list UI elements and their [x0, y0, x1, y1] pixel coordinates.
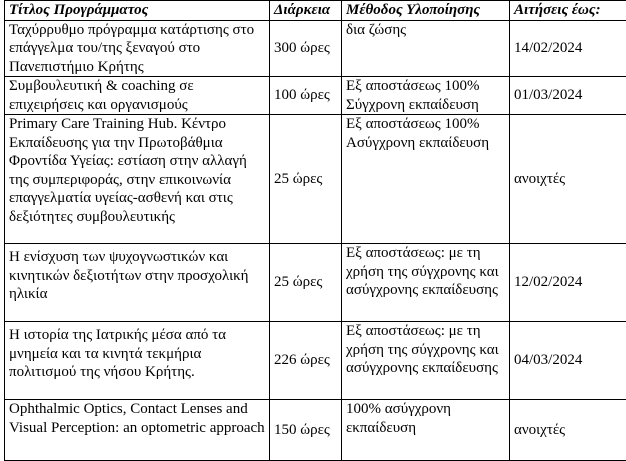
program-method: Εξ αποστάσεως 100% Ασύγχρονη εκπαίδευση — [342, 115, 510, 244]
programs-table — [4, 0, 626, 461]
header-duration: Διάρκεια — [270, 1, 342, 21]
table-header-row — [5, 1, 626, 21]
table-row — [5, 400, 626, 461]
program-deadline: 14/02/2024 — [510, 20, 626, 77]
program-method: Εξ αποστάσεως: με τη χρήση της σύγχρονης και ασύγχρονης εκπαίδευσης — [342, 244, 510, 322]
program-deadline: 12/02/2024 — [510, 244, 626, 322]
header-method: Μέθοδος Υλοποίησης — [342, 1, 510, 21]
program-duration: 226 ώρες — [270, 322, 342, 400]
program-duration: 150 ώρες — [270, 400, 342, 461]
program-deadline: ανοιχτές — [510, 115, 626, 244]
table-row — [5, 77, 626, 115]
program-method: Εξ αποστάσεως 100% Σύγχρονη εκπαίδευση — [342, 77, 510, 115]
program-title: Ophthalmic Optics, Contact Lenses and Visual Perception: an optometric approach — [5, 400, 270, 461]
program-method: Εξ αποστάσεως: με τη χρήση της σύγχρονης και ασύγχρονης εκπαίδευσης — [342, 322, 510, 400]
table-row — [5, 322, 626, 400]
program-deadline: 01/03/2024 — [510, 77, 626, 115]
program-method: 100% ασύγχρονη εκπαίδευση — [342, 400, 510, 461]
program-duration: 100 ώρες — [270, 77, 342, 115]
header-applications: Αιτήσεις έως: — [510, 1, 626, 21]
program-title: Ταχύρρυθμο πρόγραμμα κατάρτισης στο επάγγελμα του/της ξεναγού στο Πανεπιστήμιο Κρήτης — [5, 20, 270, 77]
program-duration: 25 ώρες — [270, 115, 342, 244]
table-row — [5, 115, 626, 244]
program-deadline: ανοιχτές — [510, 400, 626, 461]
program-title: Η ενίσχυση των ψυχογνωστικών και κινητικών δεξιοτήτων στην προσχολική ηλικία — [5, 244, 270, 322]
program-method: δια ζώσης — [342, 20, 510, 77]
program-title: Primary Care Training Hub. Κέντρο Εκπαίδευσης για την Πρωτοβάθμια Φροντίδα Υγείας: εστίαση στην αλλαγή της συμπεριφοράς, στην επικοινωνία επαγγελματία υγείας-ασθενή και στις δεξιότητες συμβουλευτικής — [5, 115, 270, 244]
program-deadline: 04/03/2024 — [510, 322, 626, 400]
program-duration: 25 ώρες — [270, 244, 342, 322]
program-duration: 300 ώρες — [270, 20, 342, 77]
table-row — [5, 244, 626, 322]
program-title: Η ιστορία της Ιατρικής μέσα από τα μνημεία και τα κινητά τεκμήρια πολιτισμού της νήσου Κρήτης. — [5, 322, 270, 400]
table-row — [5, 20, 626, 77]
header-title: Τίτλος Προγράμματος — [5, 1, 270, 21]
program-title: Συμβουλευτική & coaching σε επιχειρήσεις και οργανισμούς — [5, 77, 270, 115]
